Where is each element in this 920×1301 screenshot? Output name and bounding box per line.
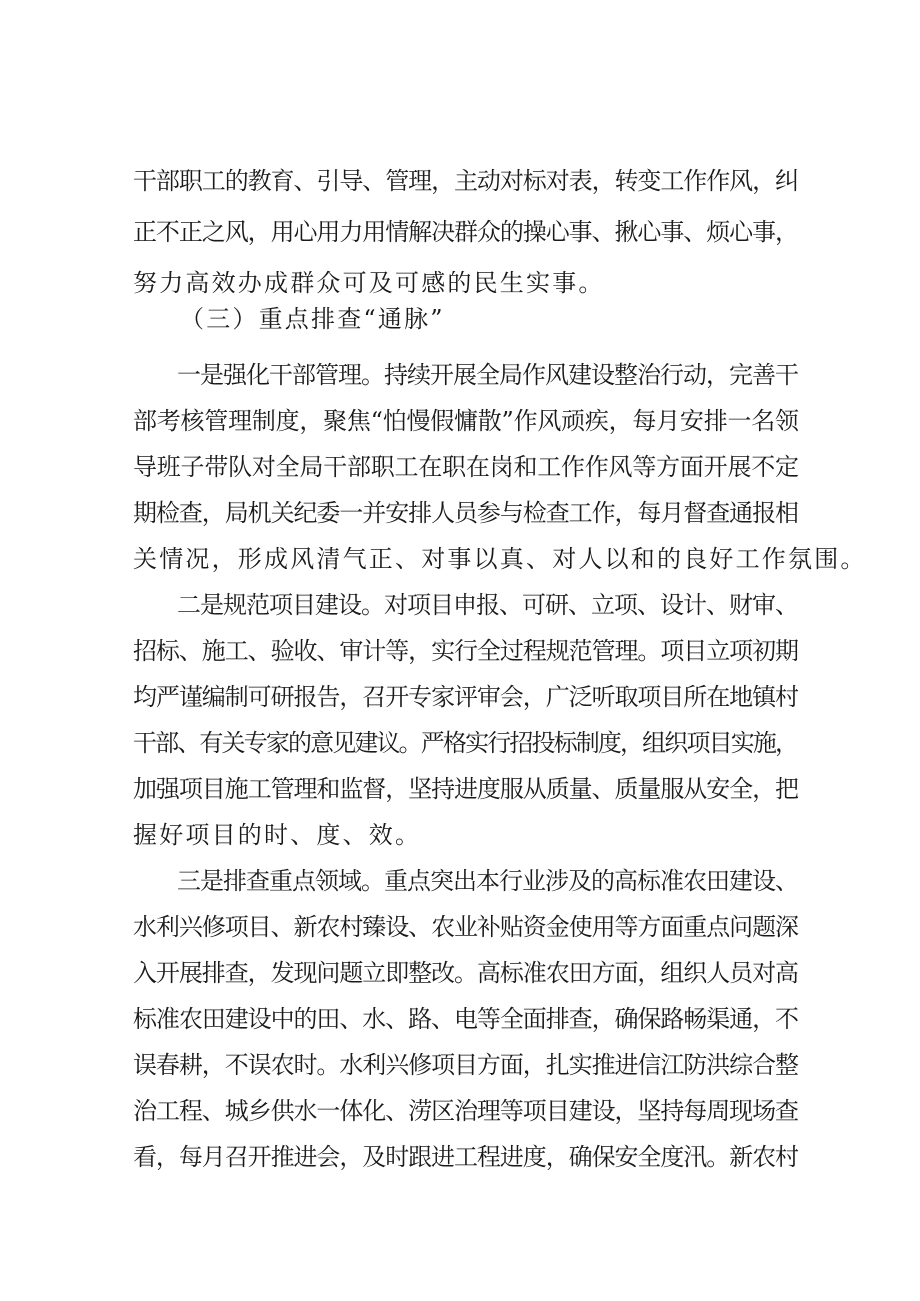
text-line: 正不正之风，用心用力用情解决群众的操心事、揪心事、烦心事， [133,218,798,246]
text-line: 干部职工的教育、引导、管理，主动对标对表，转变工作作风，纠 [133,167,798,195]
text-line: 入开展排查，发现问题立即整改。高标准农田方面，组织人员对高 [133,959,798,987]
text-line: 水利兴修项目、新农村臻设、农业补贴资金使用等方面重点问题深 [133,913,798,941]
text-line: 三是排查重点领域。重点突出本行业涉及的高标准农田建设、 [177,867,798,895]
text-line: 招标、施工、验收、审计等，实行全过程规范管理。项目立项初期 [133,637,798,665]
text-line: 治工程、城乡供水一体化、涝区治理等项目建设，坚持每周现场查 [133,1097,798,1125]
text-line: 看，每月召开推进会，及时跟进工程进度，确保安全度汛。新农村 [133,1143,798,1171]
text-line: 误春耕，不误农时。水利兴修项目方面，扎实推进信江防洪综合整 [133,1051,798,1079]
text-line: 努力高效办成群众可及可感的民生实事。 [133,269,605,297]
text-line: 均严谨编制可研报告，召开专家评审会，广泛听取项目所在地镇村 [133,683,798,711]
heading-text: （三）重点排查“通脉” [180,305,445,333]
text-line: 部考核管理制度，聚焦“怕慢假慵散”作风顽疾，每月安排一名领 [133,407,799,435]
text-line: 导班子带队对全局干部职工在职在岗和工作作风等方面开展不定 [133,453,799,481]
text-line: 期检查，局机关纪委一并安排人员参与检查工作，每月督查通报相 [133,499,798,527]
text-line: 握好项目的时、度、效。 [133,821,422,849]
text-line: 干部、有关专家的意见建议。严格实行招投标制度，组织项目实施， [133,729,798,757]
text-line: 加强项目施工管理和监督，坚持进度服从质量、质量服从安全，把 [133,775,798,803]
text-line: 一是强化干部管理。持续开展全局作风建设整治行动，完善干 [177,361,798,389]
text-line: 标准农田建设中的田、水、路、电等全面排查，确保路畅渠通，不 [133,1005,798,1033]
text-line: 关情况，形成风清气正、对事以真、对人以和的良好工作氛围。 [133,545,867,573]
text-line: 二是规范项目建设。对项目申报、可研、立项、设计、财审、 [177,591,798,619]
